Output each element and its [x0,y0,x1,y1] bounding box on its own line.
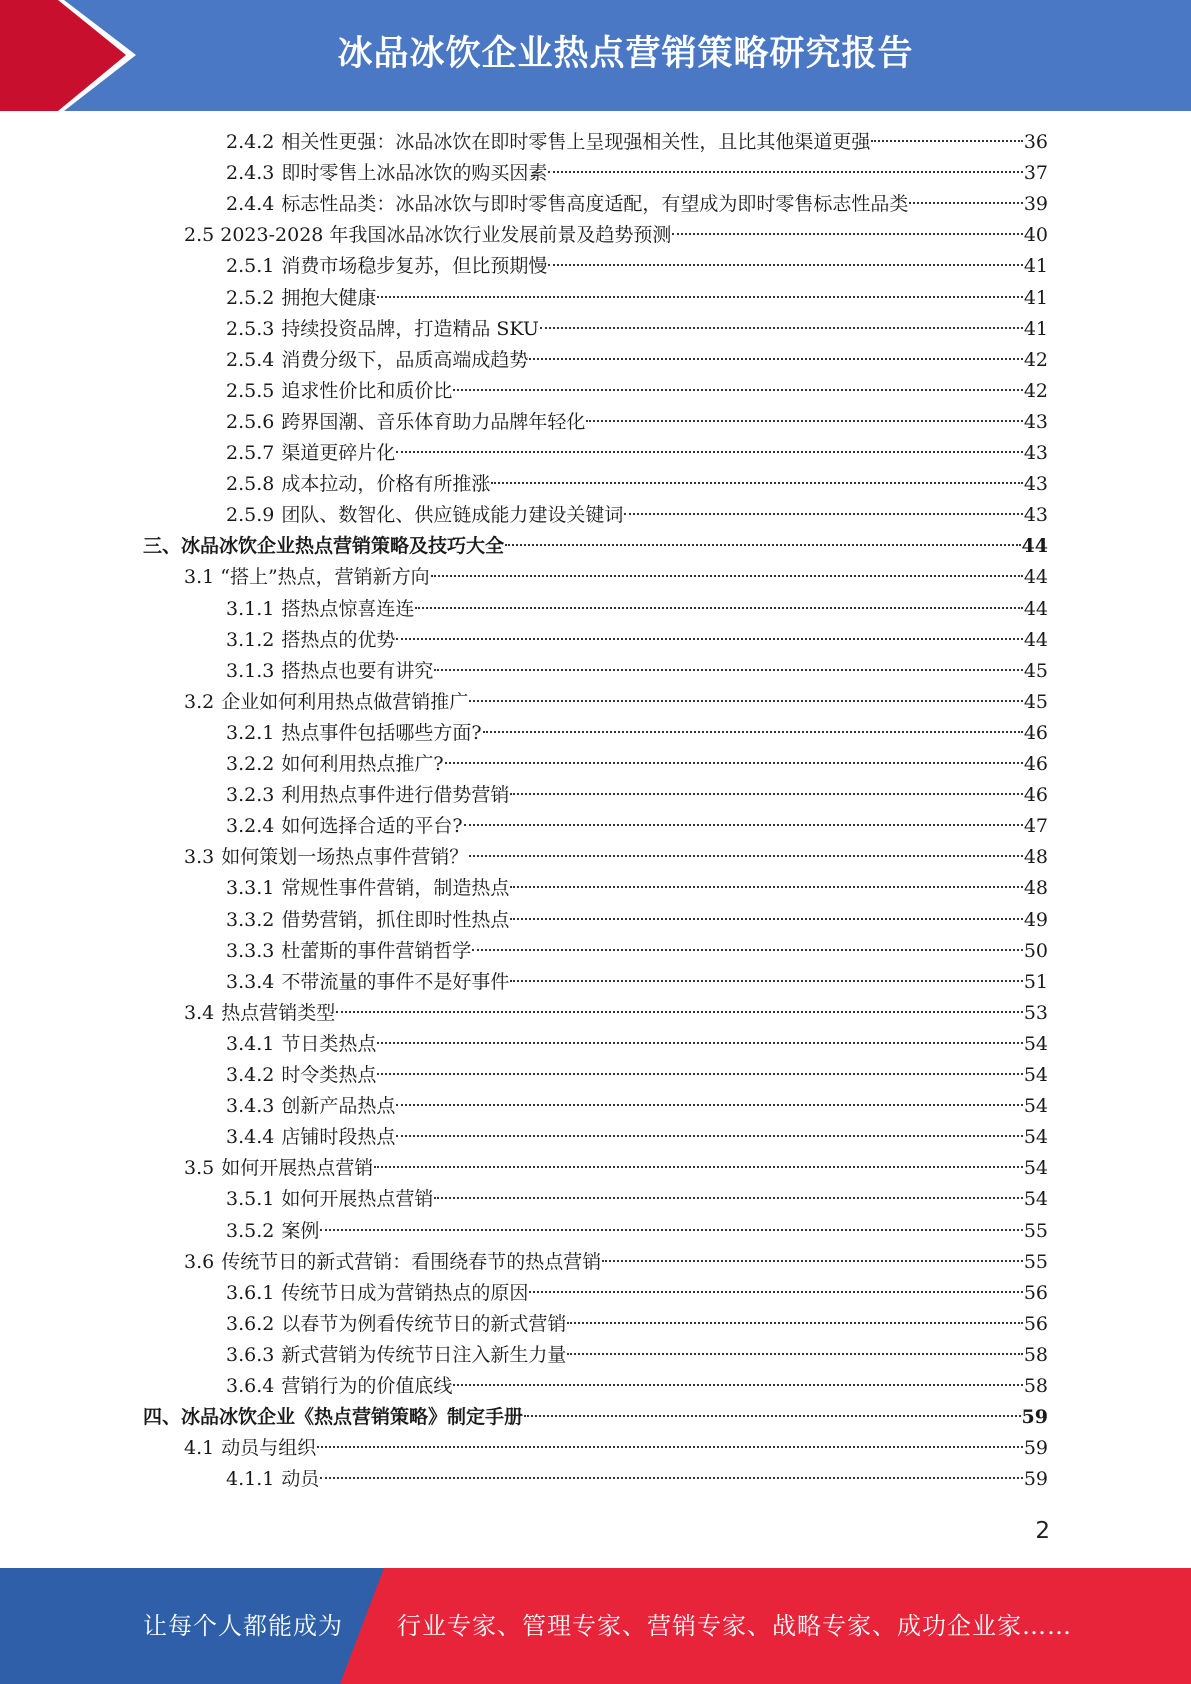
toc-entry-page: 56 [1023,1281,1048,1304]
toc-entry-page: 58 [1023,1343,1048,1366]
toc-entry-page: 54 [1023,1032,1048,1055]
toc-entry-page: 46 [1023,784,1048,807]
toc-entry[interactable] [226,189,1048,220]
toc-entry[interactable] [226,625,1048,656]
toc-entry-page: 46 [1023,721,1048,744]
toc-entry[interactable] [226,811,1048,842]
toc-dot-leader [434,669,1022,671]
toc-entry-page: 40 [1023,224,1048,247]
page-header [0,0,1191,111]
toc-entry-title: 传统节日成为营销热点的原因 [281,1281,529,1304]
toc-entry-page: 43 [1023,504,1048,527]
toc-entry-title: 渠道更碎片化 [281,442,396,464]
toc-entry-title: 3.1 “搭上”热点，营销新方向 [184,566,430,589]
toc-entry[interactable] [226,1122,1048,1153]
toc-entry[interactable] [184,842,1048,873]
toc-entry[interactable] [226,500,1048,531]
toc-entry[interactable] [143,531,1048,562]
toc-entry[interactable] [226,594,1048,625]
toc-dot-leader [483,731,1023,733]
toc-entry-page: 45 [1023,659,1048,682]
toc-entry-number: 3.6.1 [226,1281,275,1304]
toc-entry-page: 49 [1023,908,1048,931]
toc-entry-number: 2.5.8 [226,473,275,496]
toc-entry-title: 营销行为的价值底线 [281,1375,453,1397]
toc-entry-title: 新式营销为传统节日注入新生力量 [281,1343,567,1366]
toc-dot-leader [529,358,1022,360]
toc-entry-number: 4.1 [184,1437,215,1460]
toc-dot-leader [510,886,1022,888]
toc-entry-title: 搭热点也要有讲究 [281,659,434,682]
toc-entry-title: 借势营销，抓住即时性热点 [281,908,510,931]
toc-dot-leader [472,949,1022,951]
toc-entry[interactable] [226,314,1048,345]
toc-entry[interactable] [226,1278,1048,1309]
toc-dot-leader [567,1353,1022,1355]
toc-entry-title: 以春节为例看传统节日的新式营销 [281,1312,567,1335]
toc-entry-title: 2.5 2023-2028 年我国冰品冰饮行业发展前景及趋势预测 [184,224,672,247]
toc-dot-leader [567,1322,1022,1324]
toc-entry-number: 2.5.3 [226,317,275,340]
toc-entry[interactable] [226,469,1048,500]
toc-entry-page: 41 [1023,317,1048,340]
toc-entry-page: 59 [1021,1406,1048,1429]
toc-dot-leader [469,700,1023,702]
toc-entry-title: 成本拉动，价格有所推涨 [281,473,491,496]
toc-dot-leader [377,296,1022,298]
toc-entry-number: 3.3 [184,846,215,869]
toc-dot-leader [415,607,1022,609]
toc-entry[interactable] [226,780,1048,811]
toc-dot-leader [453,1384,1022,1386]
toc-entry-number: 3.5.2 [226,1219,275,1242]
toc-entry-number: 3.6.4 [226,1375,275,1397]
toc-entry-title: 时令类热点 [281,1064,377,1086]
toc-entry-number: 3.3.2 [226,908,275,931]
toc-entry[interactable] [226,905,1048,936]
toc-entry-title: 拥抱大健康 [281,286,377,309]
toc-dot-leader [469,855,1023,857]
toc-entry-number: 4.1.1 [226,1468,275,1491]
toc-entry-number: 3.3.1 [226,877,275,900]
toc-dot-leader [431,575,1023,577]
toc-entry-number: 3.1.3 [226,659,275,682]
toc-entry[interactable] [226,1216,1048,1247]
toc-entry-page: 42 [1023,348,1048,371]
toc-entry[interactable] [184,562,1048,593]
toc-dot-leader [524,1415,1021,1417]
toc-entry[interactable] [226,1029,1048,1060]
toc-entry[interactable] [143,1402,1048,1433]
toc-entry[interactable] [226,967,1048,998]
toc-dot-leader [396,638,1022,640]
toc-entry-title: 四、冰品冰饮企业《热点营销策略》制定手册 [143,1406,524,1429]
toc-dot-leader [871,140,1022,142]
toc-entry-number: 3.4 [184,1001,215,1024]
toc-dot-leader [548,171,1022,173]
toc-entry-page: 55 [1023,1219,1048,1242]
toc-entry-page: 56 [1023,1312,1048,1335]
toc-entry-title: 追求性价比和质价比 [281,379,453,402]
toc-entry-number: 3.2.2 [226,753,275,775]
toc-entry-page: 46 [1023,753,1048,775]
toc-entry-number: 3.6.3 [226,1343,275,1366]
toc-entry-title: 热点营销类型 [221,1001,336,1024]
toc-entry-number: 2.5.2 [226,286,275,309]
toc-dot-leader [317,1446,1023,1448]
toc-entry-page: 54 [1023,1126,1048,1149]
toc-entry-page: 37 [1023,162,1048,185]
toc-entry-page: 44 [1023,597,1048,620]
toc-entry-title: 团队、数智化、供应链成能力建设关键词 [281,504,624,527]
toc-entry-page: 47 [1023,815,1048,838]
toc-entry-title: 常规性事件营销，制造热点 [281,877,510,900]
toc-entry-number: 3.4.4 [226,1126,275,1149]
toc-entry-page: 51 [1023,970,1048,993]
toc-dot-leader [374,1166,1023,1168]
toc-dot-leader [464,824,1023,826]
toc-entry-page: 48 [1023,846,1048,869]
footer-tagline: 行业专家、管理专家、营销专家、战略专家、成功企业家…… [397,1612,1072,1640]
toc-dot-leader [453,389,1022,391]
toc-entry-number: 3.2.1 [226,721,275,744]
toc-dot-leader [540,327,1023,329]
toc-entry-title: 如何选择合适的平台? [281,815,463,838]
toc-entry-page: 42 [1023,379,1048,402]
toc-entry-page: 44 [1023,566,1048,589]
toc-dot-leader [510,980,1022,982]
toc-entry-page: 54 [1023,1095,1048,1118]
toc-entry-number: 2.5.5 [226,379,275,402]
toc-entry-page: 39 [1023,193,1048,216]
toc-dot-leader [396,1104,1022,1106]
toc-entry-title: 标志性品类：冰品冰饮与即时零售高度适配，有望成为即时零售标志性品类 [281,193,909,216]
toc-entry-number: 3.4.1 [226,1032,275,1055]
toc-entry[interactable] [226,1060,1048,1091]
toc-entry-title: 三、冰品冰饮企业热点营销策略及技巧大全 [143,535,505,558]
toc-entry[interactable] [226,936,1048,967]
toc-entry-page: 36 [1023,131,1048,153]
page-footer [0,1568,1191,1684]
toc-entry-number: 3.4.2 [226,1064,275,1086]
toc-entry-number: 3.5.1 [226,1188,275,1211]
toc-entry-title: 不带流量的事件不是好事件 [281,970,510,993]
toc-entry[interactable] [184,687,1048,718]
toc-entry[interactable] [184,1247,1048,1278]
toc-entry[interactable] [226,718,1048,749]
toc-entry-page: 59 [1023,1437,1048,1460]
toc-entry-title: 持续投资品牌，打造精品 SKU [281,317,539,340]
toc-entry-title: 消费分级下，品质高端成趋势 [281,348,529,371]
toc-entry[interactable] [226,1464,1048,1495]
toc-entry-number: 3.6 [184,1250,215,1273]
toc-entry-title: 节日类热点 [281,1032,377,1055]
toc-dot-leader [602,1260,1023,1262]
toc-entry-number: 2.5.4 [226,348,275,371]
toc-entry-title: 搭热点的优势 [281,628,396,651]
toc-entry[interactable] [226,1371,1048,1402]
toc-entry[interactable] [226,1340,1048,1371]
toc-entry-title: 如何开展热点营销 [281,1188,434,1211]
toc-entry[interactable] [184,220,1048,251]
toc-entry-number: 2.5.9 [226,504,275,527]
toc-entry[interactable] [226,407,1048,438]
toc-entry[interactable] [226,1309,1048,1340]
toc-dot-leader [377,1073,1022,1075]
toc-entry-page: 59 [1023,1468,1048,1491]
toc-entry-page: 53 [1023,1001,1048,1024]
toc-entry-page: 43 [1023,442,1048,464]
toc-dot-leader [491,482,1022,484]
toc-entry-page: 55 [1023,1250,1048,1273]
toc-dot-leader [396,451,1022,453]
toc-entry-number: 2.4.4 [226,193,275,216]
toc-entry[interactable] [226,438,1048,469]
toc-entry-number: 3.4.3 [226,1095,275,1118]
toc-entry-page: 44 [1021,535,1048,558]
toc-entry-title: 动员 [281,1468,320,1491]
toc-entry-page: 54 [1023,1157,1048,1180]
toc-dot-leader [586,420,1022,422]
toc-entry-title: 如何策划一场热点事件营销？ [221,846,469,869]
toc-entry-number: 3.2.3 [226,784,275,807]
toc-entry-page: 43 [1023,473,1048,496]
toc-entry-title: 杜蕾斯的事件营销哲学 [281,939,472,962]
toc-entry-page: 50 [1023,939,1048,962]
toc-entry-page: 41 [1023,286,1048,309]
toc-entry-title: 案例 [281,1219,320,1242]
toc-dot-leader [505,544,1021,546]
toc-entry-page: 48 [1023,877,1048,900]
toc-entry-title: 热点事件包括哪些方面? [281,721,482,744]
toc-entry-number: 3.3.3 [226,939,275,962]
toc-dot-leader [336,1011,1023,1013]
toc-entry-number: 3.2.4 [226,815,275,838]
toc-entry-number: 3.2 [184,690,215,713]
toc-entry-title: 如何开展热点营销 [221,1157,374,1180]
footer-slogan: 让每个人都能成为 [143,1612,343,1640]
toc-entry-number: 3.1.2 [226,628,275,651]
toc-entry-title: 店铺时段热点 [281,1126,396,1149]
toc-entry-number: 2.5.6 [226,410,275,433]
toc-dot-leader [529,1291,1022,1293]
toc-entry-number: 2.4.2 [226,131,275,153]
toc-entry-title: 跨界国潮、音乐体育助力品牌年轻化 [281,410,586,433]
toc-entry[interactable] [226,345,1048,376]
toc-entry-page: 54 [1023,1188,1048,1211]
toc-dot-leader [320,1229,1022,1231]
toc-entry[interactable] [226,749,1048,780]
toc-entry-number: 2.4.3 [226,162,275,185]
toc-entry[interactable] [226,127,1048,158]
toc-entry[interactable] [226,656,1048,687]
toc-dot-leader [672,233,1022,235]
toc-dot-leader [445,762,1023,764]
toc-dot-leader [548,264,1022,266]
toc-entry[interactable] [184,998,1048,1029]
toc-entry-page: 54 [1023,1064,1048,1086]
toc-entry[interactable] [226,873,1048,904]
toc-entry-title: 利用热点事件进行借势营销 [281,784,510,807]
toc-entry-title: 企业如何利用热点做营销推广 [221,690,469,713]
page-title: 冰品冰饮企业热点营销策略研究报告 [337,34,914,74]
toc-entry-page: 58 [1023,1375,1048,1397]
toc-entry[interactable] [184,1433,1048,1464]
toc-entry[interactable] [226,376,1048,407]
toc-dot-leader [624,513,1022,515]
toc-dot-leader [377,1042,1022,1044]
toc-entry-title: 搭热点惊喜连连 [281,597,415,620]
toc-dot-leader [510,793,1022,795]
toc-entry-title: 动员与组织 [221,1437,317,1460]
toc-entry-title: 即时零售上冰品冰饮的购买因素 [281,162,548,185]
toc-entry-number: 3.6.2 [226,1312,275,1335]
toc-entry-page: 45 [1023,690,1048,713]
toc-entry-page: 43 [1023,410,1048,433]
toc-entry[interactable] [226,1091,1048,1122]
toc-entry-title: 传统节日的新式营销：看围绕春节的热点营销 [221,1250,602,1273]
toc-entry-number: 3.1.1 [226,597,275,620]
toc-entry-title: 创新产品热点 [281,1095,396,1118]
toc-entry[interactable] [226,158,1048,189]
toc-entry[interactable] [226,1184,1048,1215]
toc-dot-leader [320,1477,1022,1479]
toc-entry-title: 相关性更强：冰品冰饮在即时零售上呈现强相关性，且比其他渠道更强 [281,131,871,153]
toc-dot-leader [396,1135,1022,1137]
toc-entry[interactable] [184,1153,1048,1184]
toc-entry-title: 如何利用热点推广? [281,753,444,775]
toc-dot-leader [909,202,1022,204]
toc-entry[interactable] [226,283,1048,314]
toc-entry-page: 44 [1023,628,1048,651]
toc-dot-leader [434,1197,1022,1199]
page-number: 2 [1035,1518,1050,1544]
toc-entry-number: 2.5.1 [226,255,275,278]
toc-entry-title: 消费市场稳步复苏，但比预期慢 [281,255,548,278]
toc-dot-leader [510,918,1022,920]
toc-entry-page: 41 [1023,255,1048,278]
toc-entry[interactable] [226,251,1048,282]
toc-entry-number: 3.3.4 [226,970,275,993]
toc-entry-number: 3.5 [184,1157,215,1180]
toc-entry-number: 2.5.7 [226,442,275,464]
